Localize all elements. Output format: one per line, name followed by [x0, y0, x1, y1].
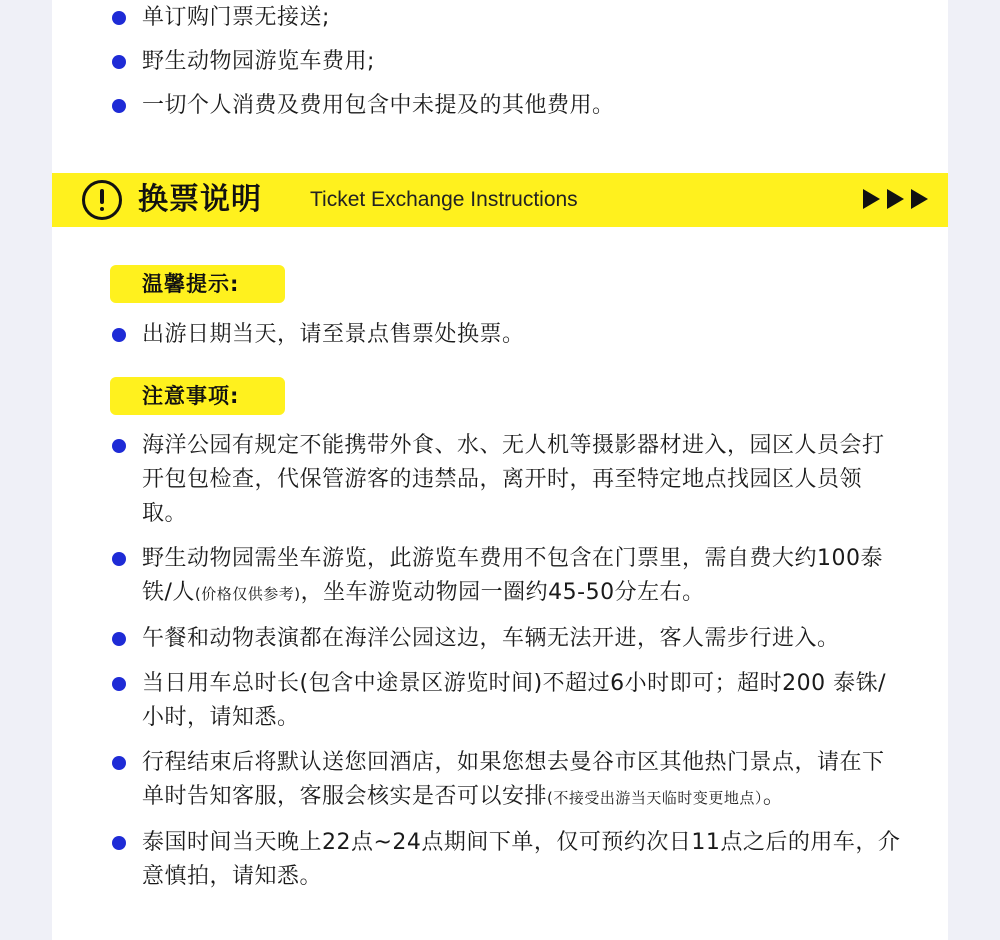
list-item: 午餐和动物表演都在海洋公园这边，车辆无法开进，客人需步行进入。 — [52, 622, 948, 656]
list-item: 海洋公园有规定不能携带外食、水、无人机等摄影器材进入，园区人员会打开包包检查，代保管游客的违禁品，离开时，再至特定地点找园区人员领取。 — [52, 429, 948, 531]
list-item: 出游日期当天，请至景点售票处换票。 — [52, 318, 948, 352]
list-item: 泰国时间当天晚上22点~24点期间下单，仅可预约次日11点之后的用车，介意慎拍，请知悉。 — [52, 826, 948, 894]
bullet-dot-icon — [112, 439, 126, 453]
section-subtitle: Ticket Exchange Instructions — [310, 188, 578, 211]
list-item: 单订购门票无接送; — [52, 1, 948, 35]
alert-circle-icon — [82, 180, 122, 220]
list-item: 野生动物园游览车费用; — [52, 45, 948, 79]
bullet-dot-icon — [112, 99, 126, 113]
notes-list — [52, 429, 948, 905]
list-item: 野生动物园需坐车游览，此游览车费用不包含在门票里，需自费大约100泰铁/人(价格仅供参考)，坐车游览动物园一圈约45-50分左右。 — [52, 542, 948, 611]
list-item: 一切个人消费及费用包含中未提及的其他费用。 — [52, 89, 948, 123]
bullet-dot-icon — [112, 632, 126, 646]
triple-play-arrows-icon — [863, 189, 928, 209]
bullet-dot-icon — [112, 552, 126, 566]
bullet-dot-icon — [112, 677, 126, 691]
section-header-banner — [52, 173, 948, 227]
bullet-dot-icon — [112, 836, 126, 850]
bullet-dot-icon — [112, 11, 126, 25]
ticket-info-card — [52, 0, 948, 940]
list-item: 当日用车总时长(包含中途景区游览时间)不超过6小时即可；超时200 泰铢/小时，请知悉。 — [52, 667, 948, 735]
tips-label: 温馨提示: — [110, 265, 285, 303]
bullet-dot-icon — [112, 756, 126, 770]
list-item: 行程结束后将默认送您回酒店，如果您想去曼谷市区其他热门景点，请在下单时告知客服，客服会核实是否可以安排(不接受出游当天临时变更地点）。 — [52, 746, 948, 815]
section-title: 换票说明 — [138, 182, 262, 217]
tips-list — [52, 318, 948, 352]
excluded-items-list — [52, 1, 948, 133]
bullet-dot-icon — [112, 55, 126, 69]
notes-label: 注意事项: — [110, 377, 285, 415]
bullet-dot-icon — [112, 328, 126, 342]
